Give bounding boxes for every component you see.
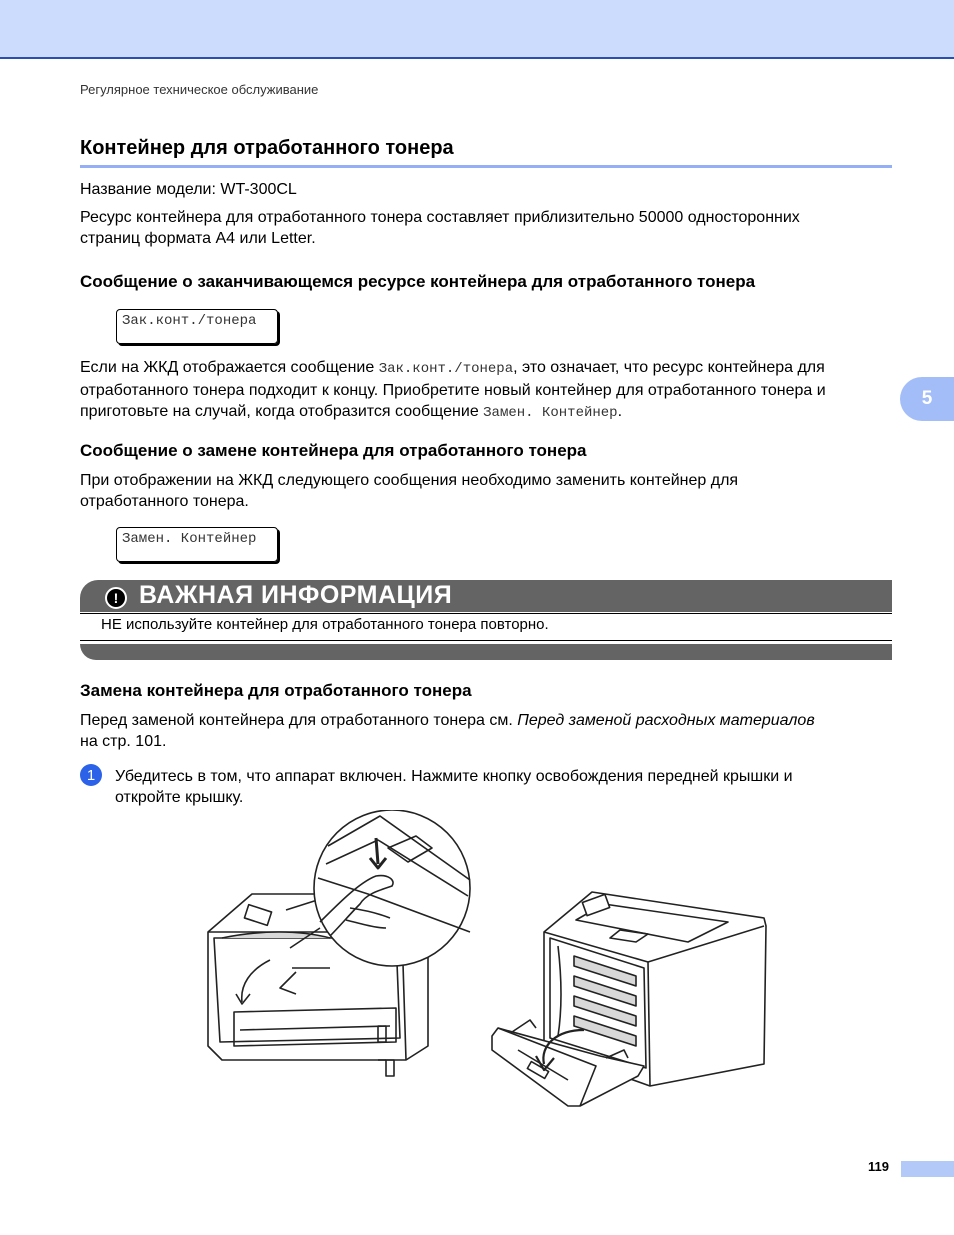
lcd-inline-code: Замен. Контейнер — [483, 405, 618, 421]
important-title: ВАЖНАЯ ИНФОРМАЦИЯ — [139, 581, 453, 609]
capacity-line-2: страниц формата A4 или Letter. — [80, 230, 316, 247]
important-text: НЕ используйте контейнер для отработанного тонера повторно. — [101, 616, 549, 633]
printer-closed-illustration — [200, 810, 480, 1090]
cross-reference: Перед заменой расходных материалов — [517, 712, 815, 729]
replacing-heading: Замена контейнера для отработанного тонера — [80, 681, 472, 700]
capacity-paragraph — [80, 207, 800, 249]
step-1-text — [115, 766, 793, 808]
step-1-line-2: откройте крышку. — [115, 789, 244, 806]
capacity-line-1: Ресурс контейнера для отработанного тонера составляет приблизительно 50000 односторонних — [80, 209, 800, 226]
printer-open-illustration — [488, 880, 770, 1112]
header-band — [0, 0, 954, 59]
title-rule — [80, 165, 892, 168]
important-footer-bar — [80, 644, 892, 660]
model-line: Название модели: WT-300CL — [80, 181, 297, 198]
page-number: 119 — [868, 1159, 889, 1174]
replacing-paragraph — [80, 710, 815, 752]
section-title: Контейнер для отработанного тонера — [80, 137, 454, 159]
replace-line-1: При отображении на ЖКД следующего сообщения необходимо заменить контейнер для — [80, 472, 739, 489]
replacing-line-1 — [80, 710, 815, 731]
replace-line-2: отработанного тонера. — [80, 493, 249, 510]
replace-paragraph — [80, 470, 738, 512]
important-divider — [80, 613, 892, 614]
exclamation-icon: ! — [105, 587, 127, 609]
step-number-badge: 1 — [80, 764, 102, 786]
replacing-line-2: на стр. 101. — [80, 733, 167, 750]
near-end-text: . — [617, 403, 623, 420]
important-divider — [80, 640, 892, 641]
near-end-text: Если на ЖКД отображается сообщение — [80, 359, 379, 376]
page-tab — [901, 1161, 954, 1177]
near-end-text: приготовьте на случай, когда отобразится сообщение — [80, 403, 484, 420]
replacing-text: Перед заменой контейнера для отработанного тонера см. — [80, 712, 518, 729]
replace-heading: Сообщение о замене контейнера для отработанного тонера — [80, 441, 587, 460]
near-end-line-3 — [80, 401, 895, 424]
step-1-line-1: Убедитесь в том, что аппарат включен. Нажмите кнопку освобождения передней крышки и — [115, 768, 793, 785]
near-end-text: , это означает, что ресурс контейнера для — [513, 359, 825, 376]
lcd-message-near-end: Зак.конт./тонера — [116, 309, 278, 344]
chapter-tab: 5 — [900, 377, 954, 421]
near-end-line-2: отработанного тонера подходит к концу. Приобретите новый контейнер для отработанного тонера и — [80, 382, 826, 399]
lcd-message-replace: Замен. Контейнер — [116, 527, 278, 562]
lcd-inline-code: Зак.конт./тонера — [378, 361, 514, 377]
near-end-paragraph — [80, 357, 895, 424]
near-end-line-1 — [80, 357, 895, 380]
near-end-heading: Сообщение о заканчивающемся ресурсе контейнера для отработанного тонера — [80, 272, 756, 291]
running-head: Регулярное техническое обслуживание — [80, 82, 319, 97]
